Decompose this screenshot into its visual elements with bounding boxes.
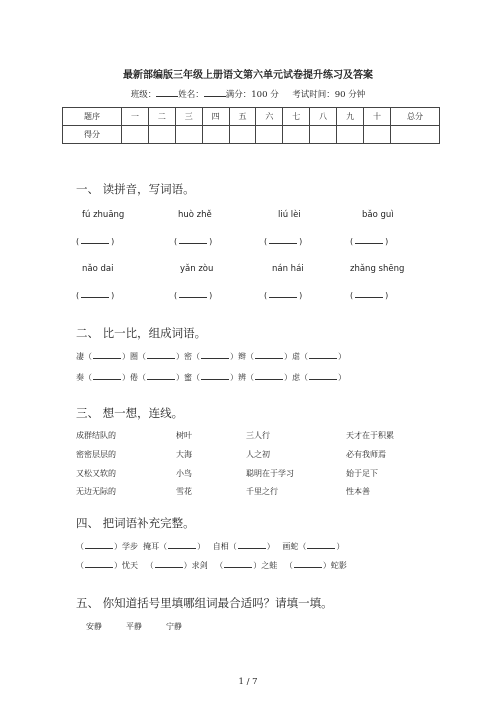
answer-line[interactable] (81, 236, 109, 244)
idiom-part: 忧天 (122, 561, 138, 570)
answer-line[interactable] (85, 541, 113, 549)
idiom-part: 画蛇 (282, 542, 299, 551)
pinyin-5: nǎo dai (82, 264, 114, 274)
idiom-part: 之蛙 (261, 561, 278, 570)
match-mid-3[interactable]: 小鸟 (176, 469, 192, 478)
paren-close: ） (230, 373, 238, 382)
char: 虐 (292, 352, 300, 361)
table-cell: 一 (122, 108, 149, 126)
paren-close: ） (114, 561, 122, 570)
paren-open: （ (228, 542, 237, 551)
paren-close: ） (284, 373, 292, 382)
paren-close: ） (338, 352, 346, 361)
match-far-3[interactable]: 始于足下 (346, 469, 378, 478)
paren-close: ） (176, 352, 184, 361)
answer-line[interactable] (309, 372, 337, 380)
answer-line[interactable] (255, 372, 283, 380)
char: 圈 (130, 352, 138, 361)
answer-line[interactable] (179, 236, 207, 244)
class-label: 班级： (130, 90, 157, 100)
paren-close: ) (209, 291, 213, 300)
score-cell[interactable] (310, 126, 337, 144)
char: 奏 (76, 373, 84, 382)
paren-open: （ (215, 561, 224, 570)
score-cell[interactable] (202, 126, 229, 144)
answer-blank[interactable] (76, 290, 114, 300)
score-table (62, 107, 440, 144)
match-mid-2[interactable]: 大海 (176, 450, 192, 459)
score-cell[interactable] (229, 126, 256, 144)
paren-open: ( (76, 291, 80, 300)
paren-close: ) (299, 237, 303, 246)
table-cell: 十 (364, 108, 391, 126)
match-right-4[interactable]: 千里之行 (246, 487, 278, 496)
answer-blank[interactable] (76, 236, 114, 246)
idiom-row-2 (76, 560, 347, 571)
page-title: 最新部编版三年级上册语文第六单元试卷提升练习及答案 (123, 70, 373, 81)
answer-line[interactable] (307, 541, 335, 549)
score-cell[interactable] (337, 126, 364, 144)
table-cell: 九 (337, 108, 364, 126)
answer-line[interactable] (201, 372, 229, 380)
answer-line[interactable] (255, 351, 283, 359)
score-cell[interactable] (283, 126, 310, 144)
score-label: 得分 (63, 126, 122, 144)
section-5-title: 五、 你知道括号里填哪组词最合适吗？请填一填。 (76, 596, 333, 610)
paren-open: （ (138, 352, 146, 361)
table-cell: 总分 (391, 108, 440, 126)
answer-line[interactable] (269, 290, 297, 298)
paren-close: ） (122, 373, 130, 382)
paren-open: （ (300, 373, 308, 382)
paren-open: （ (76, 561, 84, 570)
score-cell[interactable] (256, 126, 283, 144)
paren-open: （ (246, 352, 254, 361)
table-cell: 八 (310, 108, 337, 126)
answer-line[interactable] (81, 290, 109, 298)
answer-line[interactable] (179, 290, 207, 298)
answer-line[interactable] (355, 290, 383, 298)
match-left-2[interactable]: 密密层层的 (76, 450, 116, 459)
paren-open: ( (350, 291, 354, 300)
match-far-4[interactable]: 性本善 (346, 487, 370, 496)
match-right-2[interactable]: 人之初 (246, 450, 270, 459)
paren-close: ） (176, 373, 184, 382)
idiom-part: 蛇影 (330, 561, 347, 570)
paren-close: ) (299, 291, 303, 300)
page-number: 1 / 7 (238, 677, 258, 687)
word-option-2: 平静 (126, 622, 142, 631)
class-blank[interactable] (156, 88, 178, 97)
paren-close: ） (197, 542, 206, 551)
answer-line[interactable] (224, 560, 252, 568)
table-cell: 二 (148, 108, 175, 126)
pinyin-4: bǎo guì (362, 210, 394, 220)
section-4-title: 四、 把词语补充完整。 (76, 516, 195, 530)
table-cell: 七 (283, 108, 310, 126)
paren-open: （ (145, 561, 154, 570)
paren-open: ( (350, 237, 354, 246)
char: 蜜 (184, 373, 192, 382)
answer-line[interactable] (269, 236, 297, 244)
paren-close: ) (385, 291, 389, 300)
answer-line[interactable] (147, 372, 175, 380)
answer-line[interactable] (201, 351, 229, 359)
paren-open: （ (84, 373, 92, 382)
char: 倦 (130, 373, 138, 382)
word-option-3: 宁静 (166, 622, 182, 631)
paren-open: （ (192, 352, 200, 361)
pinyin-1: fú zhuāng (82, 210, 125, 220)
score-cell[interactable] (391, 126, 440, 144)
table-cell: 六 (256, 108, 283, 126)
idiom-part: 自相 (212, 542, 229, 551)
match-left-3[interactable]: 又松又软的 (76, 469, 116, 478)
answer-line[interactable] (155, 560, 183, 568)
paren-close: ) (111, 237, 115, 246)
answer-blank[interactable] (174, 236, 212, 246)
pinyin-2: huò zhě (178, 210, 212, 220)
match-mid-4[interactable]: 雪花 (176, 487, 192, 496)
answer-line[interactable] (355, 236, 383, 244)
paren-open: （ (298, 542, 307, 551)
paren-close: ) (385, 237, 389, 246)
score-cell[interactable] (148, 126, 175, 144)
score-cell[interactable] (122, 126, 149, 144)
paren-close: ） (230, 352, 238, 361)
name-blank[interactable] (204, 88, 226, 97)
match-left-1[interactable]: 成群结队的 (76, 431, 116, 440)
paren-open: （ (246, 373, 254, 382)
char: 辫 (238, 352, 246, 361)
exam-time: 考试时间：90 分钟 (292, 90, 366, 100)
paren-open: ( (174, 291, 178, 300)
paren-open: （ (76, 542, 84, 551)
paren-close: ） (122, 352, 130, 361)
score-cell[interactable] (175, 126, 202, 144)
score-table-score-row (63, 126, 440, 144)
answer-blank[interactable] (350, 236, 388, 246)
section-3-title: 三、 想一想，连线。 (76, 406, 184, 420)
compare-row-2 (76, 372, 346, 383)
paren-open: （ (138, 373, 146, 382)
match-mid-1[interactable]: 树叶 (176, 431, 192, 440)
paren-open: （ (84, 352, 92, 361)
score-table-header-row (63, 108, 440, 126)
paren-open: （ (192, 373, 200, 382)
answer-blank[interactable] (264, 290, 302, 300)
idiom-part: 掩耳 (143, 542, 160, 551)
word-option-1: 安静 (86, 622, 102, 631)
paren-close: ） (284, 352, 292, 361)
paren-close: ） (336, 542, 345, 551)
paren-open: （ (159, 542, 168, 551)
pinyin-8: zhǎng shēng (350, 264, 405, 274)
table-cell: 五 (229, 108, 256, 126)
compare-row-1 (76, 351, 346, 362)
paren-close: ） (183, 561, 192, 570)
char: 虑 (292, 373, 300, 382)
answer-blank[interactable] (264, 236, 302, 246)
paren-open: ( (264, 291, 268, 300)
paren-open: ( (264, 237, 268, 246)
table-cell: 四 (202, 108, 229, 126)
paren-open: （ (284, 561, 293, 570)
pinyin-3: liú lèi (278, 210, 301, 220)
name-label: 姓名： (178, 90, 204, 100)
paren-close: ） (253, 561, 262, 570)
score-cell[interactable] (364, 126, 391, 144)
paren-close: ） (114, 542, 122, 551)
answer-line[interactable] (294, 560, 322, 568)
full-score: 满分：100 分 (225, 90, 279, 100)
paren-open: ( (76, 237, 80, 246)
table-cell: 三 (175, 108, 202, 126)
paren-close: ） (266, 542, 275, 551)
answer-line[interactable] (93, 351, 121, 359)
char: 辨 (238, 373, 246, 382)
paren-close: ） (338, 373, 346, 382)
idiom-part: 求剑 (191, 561, 208, 570)
match-right-1[interactable]: 三人行 (246, 431, 270, 440)
answer-line[interactable] (168, 541, 196, 549)
exam-info (0, 88, 496, 100)
section-2-title: 二、 比一比，组成词语。 (76, 326, 207, 340)
pinyin-6: yǎn zòu (180, 264, 214, 274)
answer-blank[interactable] (350, 290, 388, 300)
match-right-3[interactable]: 聪明在于学习 (246, 469, 294, 478)
answer-line[interactable] (238, 541, 266, 549)
match-far-1[interactable]: 天才在于积累 (346, 431, 394, 440)
paren-close: ） (322, 561, 331, 570)
answer-line[interactable] (93, 372, 121, 380)
paren-close: ) (111, 291, 115, 300)
paren-open: （ (300, 352, 308, 361)
idiom-part: 学步 (122, 542, 138, 551)
answer-blank[interactable] (174, 290, 212, 300)
char: 凄 (76, 352, 84, 361)
answer-line[interactable] (309, 351, 337, 359)
idiom-row-1 (76, 541, 344, 552)
answer-line[interactable] (147, 351, 175, 359)
section-1-title: 一、 读拼音，写词语。 (76, 182, 195, 196)
pinyin-7: nán hái (272, 264, 304, 274)
match-far-2[interactable]: 必有我师焉 (346, 450, 386, 459)
char: 密 (184, 352, 192, 361)
paren-open: ( (174, 237, 178, 246)
table-cell: 题序 (63, 108, 122, 126)
answer-line[interactable] (85, 560, 113, 568)
paren-close: ) (209, 237, 213, 246)
match-left-4[interactable]: 无边无际的 (76, 487, 116, 496)
